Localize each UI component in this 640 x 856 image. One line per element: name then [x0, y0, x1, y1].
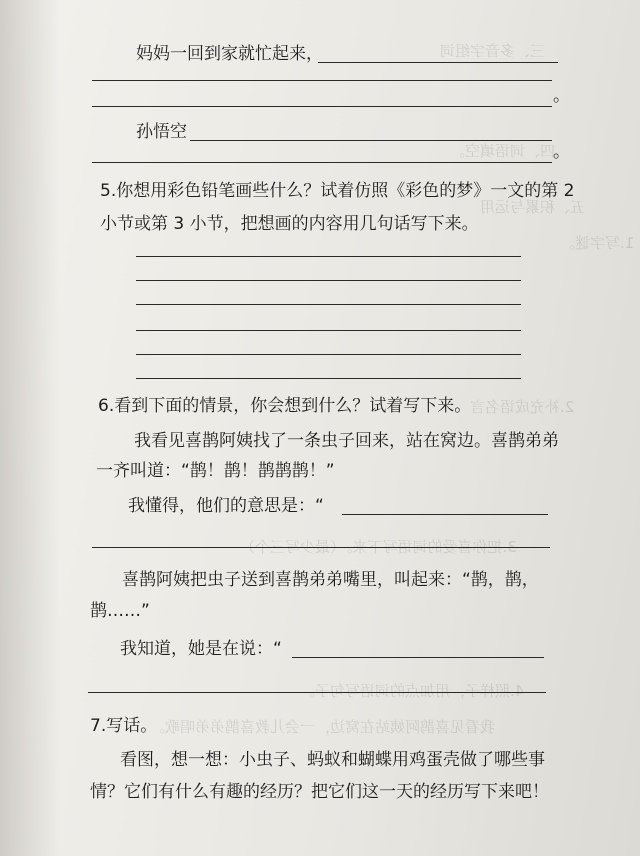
answer-line[interactable] — [136, 256, 521, 257]
q6-scene2-line2: 鹊……” — [90, 601, 150, 621]
answer-line[interactable] — [136, 378, 521, 379]
q7-title: 7.写话。 — [90, 716, 158, 736]
q4-line2-prompt: 孙悟空 — [136, 122, 187, 142]
period-mark: 。 — [553, 86, 570, 106]
answer-line[interactable] — [190, 140, 552, 141]
bleed-text: 2.补充成语名言 — [470, 398, 575, 416]
q7-line2: 情？它们有什么有趣的经历？把它们这一天的经历写下来吧！ — [90, 782, 549, 802]
q4-line1-prompt: 妈妈一回到家就忙起来， — [136, 44, 323, 64]
q6-scene1-line2: 一齐叫道：“鹊！鹊！鹊鹊鹊！” — [96, 461, 335, 481]
answer-line[interactable] — [318, 62, 558, 63]
answer-line[interactable] — [136, 280, 521, 281]
bleed-text: 四、词语填空。 — [450, 142, 556, 160]
bleed-text: 4.照样子，用加点的词语写句子。 — [300, 682, 525, 700]
answer-line[interactable] — [92, 547, 550, 548]
answer-line[interactable] — [92, 106, 552, 107]
q6-prompt1: 我懂得，他们的意思是：“ — [128, 496, 324, 516]
answer-line[interactable] — [88, 692, 546, 693]
bleed-text: 1.写字谜。 — [560, 234, 635, 252]
bleed-text: 三、多音字组词 — [440, 42, 546, 60]
answer-line[interactable] — [136, 354, 521, 355]
page-shadow — [0, 0, 60, 856]
q6-prompt2: 我知道，她是在说：“ — [120, 639, 282, 659]
answer-line[interactable] — [136, 330, 521, 331]
bleed-text: 我看见喜鹊阿姨站在窝边，一会儿教喜鹊弟弟唱歌。 — [150, 718, 496, 736]
period-mark: 。 — [553, 142, 570, 162]
q6-title: 6.看到下面的情景，你会想到什么？试着写下来。 — [98, 396, 472, 416]
answer-line[interactable] — [342, 514, 548, 515]
answer-line[interactable] — [92, 162, 552, 163]
answer-line[interactable] — [292, 657, 544, 658]
q7-line1: 看图，想一想：小虫子、蚂蚁和蝴蝶用鸡蛋壳做了哪些事 — [120, 750, 545, 770]
q6-scene1-line1: 我看见喜鹊阿姨找了一条虫子回来，站在窝边。喜鹊弟弟 — [134, 431, 559, 451]
bleed-text: 3.把你喜爱的词语写下来。（最少写三个） — [240, 538, 517, 556]
q5-title: 5.你想用彩色铅笔画些什么？试着仿照《彩色的梦》一文的第 2 — [100, 181, 575, 201]
bleed-text: 五、积累与运用 — [480, 198, 586, 216]
answer-line[interactable] — [92, 80, 552, 81]
answer-line[interactable] — [136, 304, 521, 305]
q6-scene2-line1: 喜鹊阿姨把虫子送到喜鹊弟弟嘴里，叫起来：“鹊，鹊， — [122, 570, 539, 590]
q5-title-cont: 小节或第 3 小节，把想画的内容用几句话写下来。 — [100, 214, 479, 234]
